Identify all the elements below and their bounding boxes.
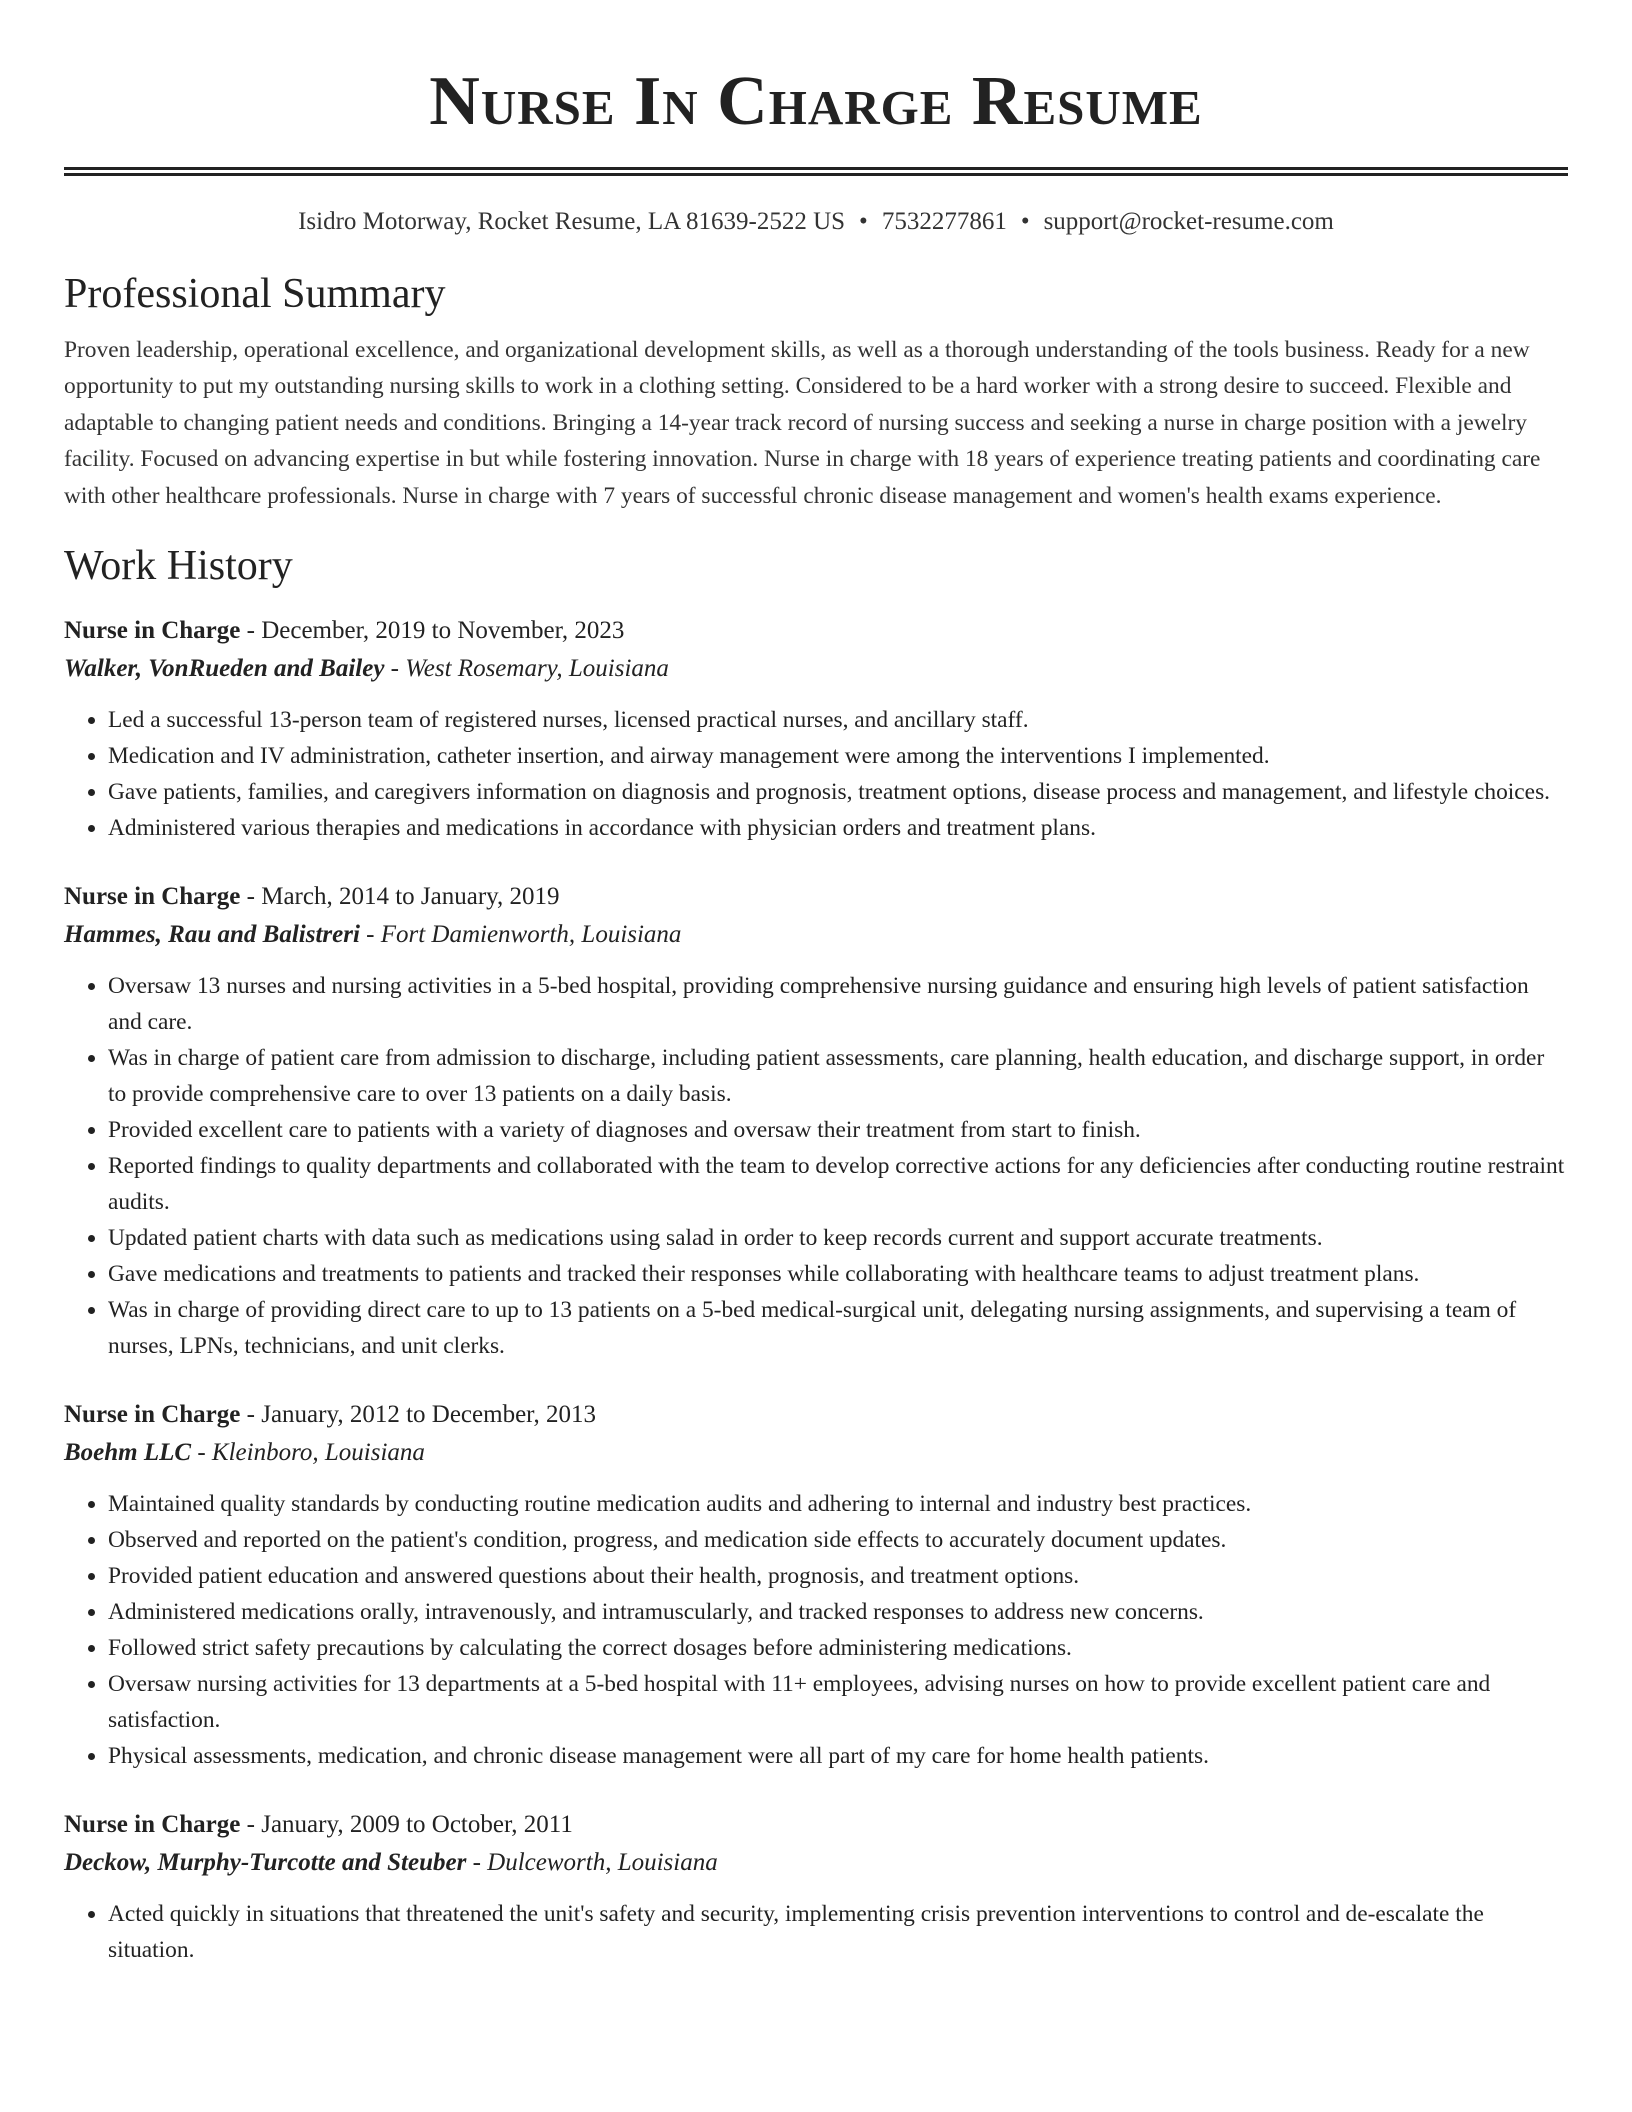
summary-text: Proven leadership, operational excellence, and organizational development skills, as well as a thorough understanding of the tools business. Ready for a new opportunity to put my outstanding nursing skills to work in a clothing setting. Considered to be a hard worker with a strong desire to succeed. Flexible and adaptable to changing patient needs and conditions. Bringing a 14-year track record of nursing success and seeking a nurse in charge position with a jewelry facility. Focused on advancing expertise in but while fostering innovation. Nurse in charge with 18 years of experience treating patients and coordinating care with other healthcare professionals. Nurse in charge with 7 years of successful chronic disease management and women's health exams experience. bbox=[64, 337, 1541, 509]
job-dates: - January, 2009 to October, 2011 bbox=[240, 1811, 573, 1839]
duty-item: • Maintained quality standards by conducting routine medication audits and adhering to internal and industry best practices. bbox=[108, 1486, 1568, 1522]
job-dates: - January, 2012 to December, 2013 bbox=[240, 1401, 596, 1429]
contact-address: Isidro Motorway, Rocket Resume, LA 81639-2522 US bbox=[298, 208, 846, 235]
job-company-line bbox=[64, 916, 1568, 954]
page-title: Nurse In Charge Resume bbox=[429, 63, 1203, 140]
contact-separator: • bbox=[1020, 208, 1030, 235]
job-entry bbox=[64, 1806, 1568, 1968]
summary-heading: Professional Summary bbox=[64, 271, 446, 317]
job-company-line bbox=[64, 1844, 1568, 1882]
job-entry bbox=[64, 878, 1568, 1364]
duty-item: • Reported findings to quality departments and collaborated with the team to develop corrective actions for any deficiencies after conducting routine restraint audits. bbox=[108, 1148, 1568, 1220]
title-divider bbox=[64, 167, 1568, 176]
duty-item: • Physical assessments, medication, and chronic disease management were all part of my care for home health patients. bbox=[108, 1738, 1568, 1774]
job-location: - West Rosemary, Louisiana bbox=[384, 655, 669, 683]
job-company: Deckow, Murphy-Turcotte and Steuber bbox=[64, 1849, 467, 1877]
contact-phone: 7532277861 bbox=[881, 208, 1007, 235]
job-location: - Fort Damienworth, Louisiana bbox=[359, 921, 682, 949]
job-title-line bbox=[64, 878, 1568, 916]
duty-item: • Oversaw 13 nurses and nursing activities in a 5-bed hospital, providing comprehensive nursing guidance and ensuring high levels of patient satisfaction and care. bbox=[108, 968, 1568, 1040]
duty-item: • Provided excellent care to patients with a variety of diagnoses and oversaw their treatment from start to finish. bbox=[108, 1112, 1568, 1148]
duty-item: • Provided patient education and answered questions about their health, prognosis, and treatment options. bbox=[108, 1558, 1568, 1594]
job-dates: - March, 2014 to January, 2019 bbox=[240, 883, 560, 911]
job-title-line bbox=[64, 612, 1568, 650]
resume-page bbox=[64, 0, 1568, 1968]
job-title-line bbox=[64, 1806, 1568, 1844]
duty-item: • Observed and reported on the patient's condition, progress, and medication side effects to accurately document updates. bbox=[108, 1522, 1568, 1558]
job-entry bbox=[64, 1396, 1568, 1774]
job-company: Walker, VonRueden and Bailey bbox=[64, 655, 385, 683]
duty-item: • Administered various therapies and medications in accordance with physician orders and treatment plans. bbox=[108, 810, 1568, 846]
job-title: Nurse in Charge bbox=[64, 1401, 241, 1429]
job-title: Nurse in Charge bbox=[64, 617, 241, 645]
contact-separator: • bbox=[859, 208, 868, 235]
duty-item: • Administered medications orally, intravenously, and intramuscularly, and tracked responses to address new concerns. bbox=[108, 1594, 1568, 1630]
job-company: Hammes, Rau and Balistreri bbox=[64, 921, 360, 949]
duty-item: • Followed strict safety precautions by calculating the correct dosages before administering medications. bbox=[108, 1630, 1568, 1666]
job-duties bbox=[64, 1486, 1568, 1774]
work-history-heading: Work History bbox=[64, 543, 293, 590]
duty-item: • Updated patient charts with data such as medications using salad in order to keep records current and support accurate treatments. bbox=[108, 1220, 1568, 1256]
duty-item: • Oversaw nursing activities for 13 departments at a 5-bed hospital with 11+ employees, advising nurses on how to provide excellent patient care and satisfaction. bbox=[108, 1666, 1568, 1738]
job-title: Nurse in Charge bbox=[64, 1811, 241, 1839]
contact-line bbox=[64, 206, 1568, 238]
duty-item: • Led a successful 13-person team of registered nurses, licensed practical nurses, and ancillary staff. bbox=[108, 702, 1568, 738]
job-title-line bbox=[64, 1396, 1568, 1434]
job-duties bbox=[64, 968, 1568, 1364]
job-dates: - December, 2019 to November, 2023 bbox=[240, 617, 625, 645]
duty-item: • Gave medications and treatments to patients and tracked their responses while collaborating with healthcare teams to adjust treatment plans. bbox=[108, 1256, 1568, 1292]
job-location: - Kleinboro, Louisiana bbox=[191, 1439, 425, 1467]
job-duties bbox=[64, 1896, 1568, 1968]
job-location: - Dulceworth, Louisiana bbox=[466, 1849, 718, 1877]
job-list bbox=[64, 612, 1568, 1968]
job-company-line bbox=[64, 650, 1568, 688]
duty-item: • Was in charge of providing direct care to up to 13 patients on a 5-bed medical-surgical unit, delegating nursing assignments, and supervising a team of nurses, LPNs, technicians, and unit clerks. bbox=[108, 1292, 1568, 1364]
duty-item: • Was in charge of patient care from admission to discharge, including patient assessments, care planning, health education, and discharge support, in order to provide comprehensive care to over 13 patients on a daily basis. bbox=[108, 1040, 1568, 1112]
contact-email: support@rocket-resume.com bbox=[1043, 208, 1334, 235]
job-entry bbox=[64, 612, 1568, 846]
job-company: Boehm LLC bbox=[64, 1439, 192, 1467]
duty-item: • Medication and IV administration, catheter insertion, and airway management were among the interventions I implemented. bbox=[108, 738, 1568, 774]
duty-item: • Acted quickly in situations that threatened the unit's safety and security, implementing crisis prevention interventions to control and de-escalate the situation. bbox=[108, 1896, 1568, 1968]
job-company-line bbox=[64, 1434, 1568, 1472]
job-title: Nurse in Charge bbox=[64, 883, 241, 911]
duty-item: • Gave patients, families, and caregivers information on diagnosis and prognosis, treatment options, disease process and management, and lifestyle choices. bbox=[108, 774, 1568, 810]
job-duties bbox=[64, 702, 1568, 846]
